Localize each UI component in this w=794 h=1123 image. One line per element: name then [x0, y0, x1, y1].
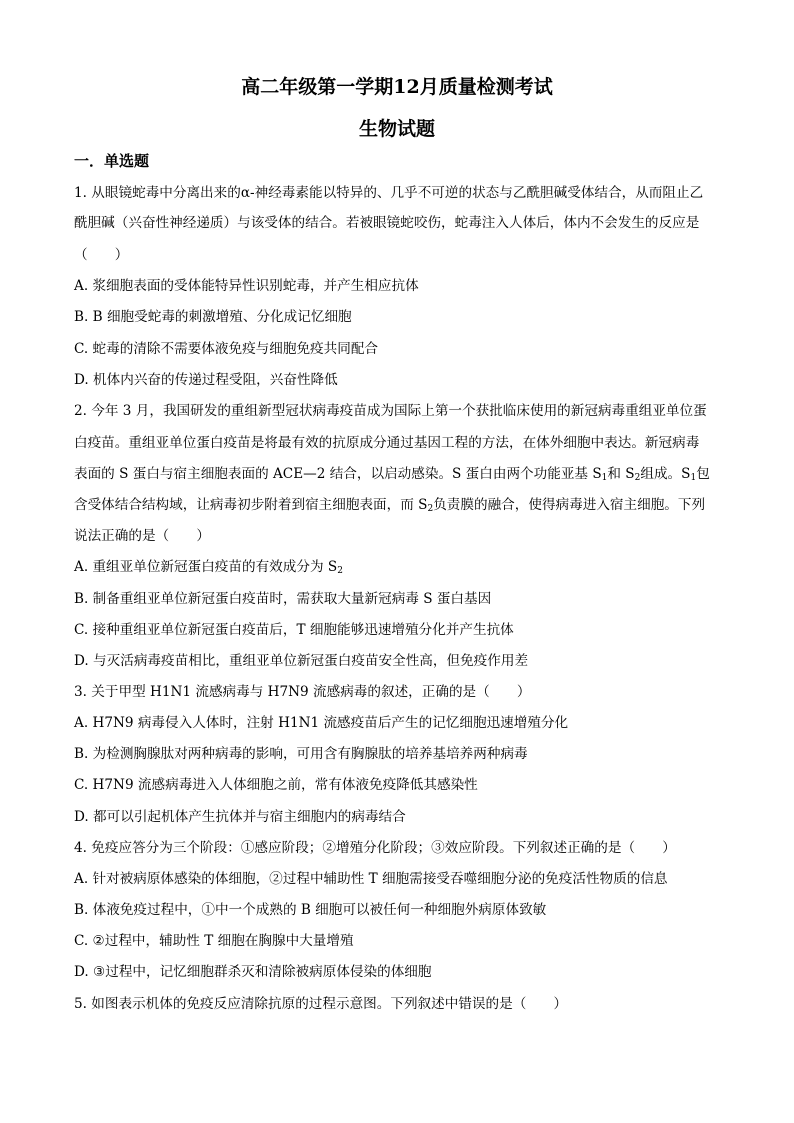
- q4-option-c: C. ②过程中，辅助性 T 细胞在胸腺中大量增殖: [74, 933, 354, 949]
- q4-option-d: D. ③过程中，记忆细胞群杀灭和清除被病原体侵染的体细胞: [74, 964, 432, 980]
- section-heading: 一．单选题: [74, 152, 150, 170]
- q1-option-a: A. 浆细胞表面的受体能特异性识别蛇毒，并产生相应抗体: [74, 278, 419, 294]
- q4-option-a: A. 针对被病原体感染的体细胞，②过程中辅助性 T 细胞需接受吞噬细胞分泌的免疫活性物质的信息: [74, 871, 668, 887]
- q3-option-d: D. 都可以引起机体产生抗体并与宿主细胞内的病毒结合: [74, 809, 406, 825]
- q2-option-c: C. 接种重组亚单位新冠蛋白疫苗后，T 细胞能够迅速增殖分化并产生抗体: [74, 622, 514, 638]
- q4-option-b: B. 体液免疫过程中，①中一个成熟的 B 细胞可以被任何一种细胞外病原体致敏: [74, 902, 547, 918]
- q1-stem-line2: 酰胆碱（兴奋性神经递质）与该受体的结合。若被眼镜蛇咬伤，蛇毒注入人体后，体内不会发生的反应是: [74, 215, 700, 231]
- q2-stem-line4: 含受体结合结构域，让病毒初步附着到宿主细胞表面，而 $S_2$负责膜的融合，使得病毒进入宿主细胞。下列: [74, 497, 706, 514]
- q3-option-a: A. H7N9 病毒侵入人体时，注射 H1N1 流感疫苗后产生的记忆细胞迅速增殖分化: [74, 715, 569, 731]
- q5-stem: 5. 如图表示机体的免疫反应清除抗原的过程示意图。下列叙述中错误的是（ ）: [74, 996, 568, 1012]
- q2-stem-line2: 白疫苗。重组亚单位蛋白疫苗是将最有效的抗原成分通过基因工程的方法，在体外细胞中表达。新冠病毒: [74, 435, 700, 451]
- q2-stem-line5: 说法正确的是（ ）: [74, 528, 210, 544]
- q2-stem-line1: 2. 今年 3 月，我国研发的重组新型冠状病毒疫苗成为国际上第一个获批临床使用的新冠病毒重组亚单位蛋: [74, 403, 707, 419]
- q3-stem: 3. 关于甲型 H1N1 流感病毒与 H7N9 流感病毒的叙述，正确的是（ ）: [74, 684, 531, 700]
- q2-stem-line3: 表面的 S 蛋白与宿主细胞表面的 ACE—2 结合，以启动感染。S 蛋白由两个功能亚基 $S_1$和 $S_2$组成。$S_1$包: [74, 466, 710, 483]
- q3-option-c: C. H7N9 流感病毒进入人体细胞之前，常有体液免疫降低其感染性: [74, 777, 478, 793]
- q1-option-d: D. 机体内兴奋的传递过程受阻，兴奋性降低: [74, 372, 338, 388]
- exam-title: 高二年级第一学期12月质量检测考试: [241, 76, 553, 98]
- q1-stem-line1: 1. 从眼镜蛇毒中分离出来的α-神经毒素能以特异的、几乎不可逆的状态与乙酰胆碱受体结合，从而阻止乙: [74, 185, 704, 201]
- exam-subtitle: 生物试题: [358, 118, 435, 140]
- q1-option-b: B. B 细胞受蛇毒的刺激增殖、分化成记忆细胞: [74, 309, 352, 325]
- q2-option-b: B. 制备重组亚单位新冠蛋白疫苗时，需获取大量新冠病毒 S 蛋白基因: [74, 591, 492, 607]
- q2-option-a: A. 重组亚单位新冠蛋白疫苗的有效成分为 $S_2$: [74, 559, 343, 576]
- q4-stem: 4. 免疫应答分为三个阶段：①感应阶段；②增殖分化阶段；③效应阶段。下列叙述正确的是（ ）: [74, 840, 676, 856]
- q1-option-c: C. 蛇毒的清除不需要体液免疫与细胞免疫共同配合: [74, 341, 379, 357]
- q2-option-d: D. 与灭活病毒疫苗相比，重组亚单位新冠蛋白疫苗安全性高，但免疫作用差: [74, 653, 529, 669]
- q1-stem-line3: （ ）: [74, 247, 129, 263]
- q3-option-b: B. 为检测胸腺肽对两种病毒的影响，可用含有胸腺肽的培养基培养两种病毒: [74, 746, 528, 762]
